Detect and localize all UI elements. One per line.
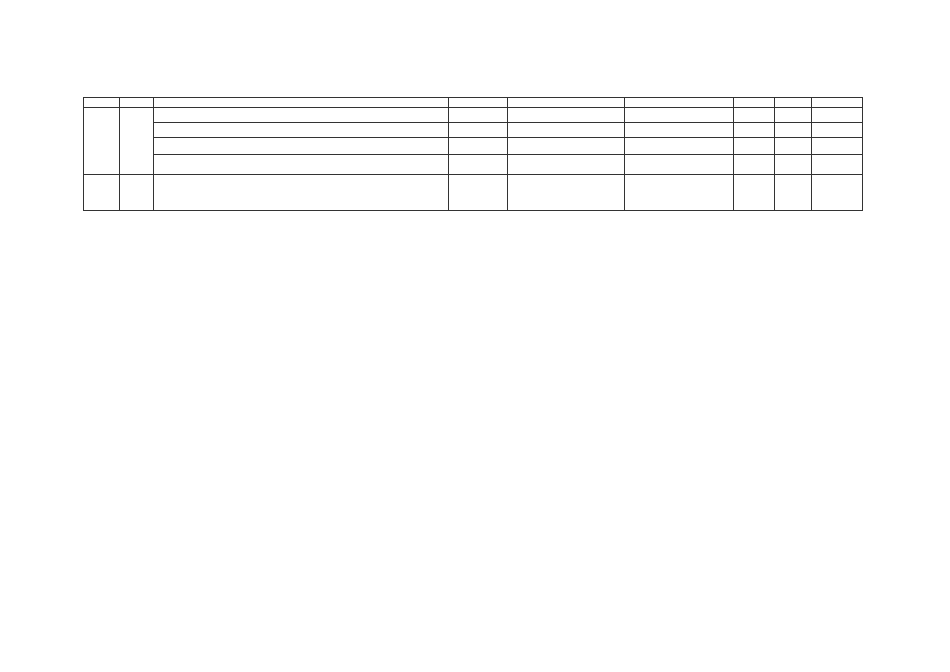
table-cell <box>734 138 775 155</box>
section-label <box>120 175 154 211</box>
table-cell-index <box>84 175 120 211</box>
table-row <box>84 175 863 211</box>
table-cell-index <box>84 98 120 108</box>
table-cell <box>775 108 812 123</box>
table-cell <box>775 123 812 138</box>
table-row <box>84 98 863 108</box>
table-cell <box>449 108 508 123</box>
table-cell <box>812 175 863 211</box>
table-cell <box>625 123 734 138</box>
table-cell <box>775 175 812 211</box>
table-cell <box>449 98 508 108</box>
table-cell <box>775 98 812 108</box>
table-cell <box>625 108 734 123</box>
item-text <box>154 138 448 154</box>
table-cell <box>508 155 625 175</box>
table-cell <box>449 123 508 138</box>
table-cell <box>812 108 863 123</box>
table-cell-content <box>154 108 449 123</box>
table-cell <box>812 123 863 138</box>
table-cell <box>625 175 734 211</box>
item-text <box>154 175 448 189</box>
table-cell-content <box>154 155 449 175</box>
table-cell-content <box>154 175 449 211</box>
item-text <box>154 123 448 137</box>
table-cell <box>508 98 625 108</box>
item-text <box>154 155 448 174</box>
table-cell <box>734 175 775 211</box>
table-cell-content <box>154 98 449 108</box>
section-label <box>120 108 154 175</box>
table-cell <box>625 155 734 175</box>
content-paragraphs <box>154 98 448 107</box>
item-text <box>154 108 448 122</box>
table-cell-category <box>120 98 154 108</box>
table-cell-content <box>154 123 449 138</box>
table-cell <box>812 98 863 108</box>
table-row <box>84 108 863 123</box>
table-cell <box>625 98 734 108</box>
table-cell <box>508 123 625 138</box>
table-cell <box>812 138 863 155</box>
table-cell <box>734 155 775 175</box>
table-cell <box>775 138 812 155</box>
table-row <box>84 138 863 155</box>
table-row <box>84 155 863 175</box>
table-cell <box>734 123 775 138</box>
table-cell <box>449 138 508 155</box>
table-cell-content <box>154 138 449 155</box>
table-cell <box>508 108 625 123</box>
table-cell <box>508 175 625 211</box>
table-cell <box>508 138 625 155</box>
inspection-table <box>83 97 863 211</box>
table-cell <box>625 138 734 155</box>
table-cell <box>734 108 775 123</box>
table-cell-index <box>84 108 120 175</box>
table-cell <box>775 155 812 175</box>
table-cell <box>449 175 508 211</box>
table-row <box>84 123 863 138</box>
table-cell <box>812 155 863 175</box>
table-cell <box>449 155 508 175</box>
table-cell <box>734 98 775 108</box>
